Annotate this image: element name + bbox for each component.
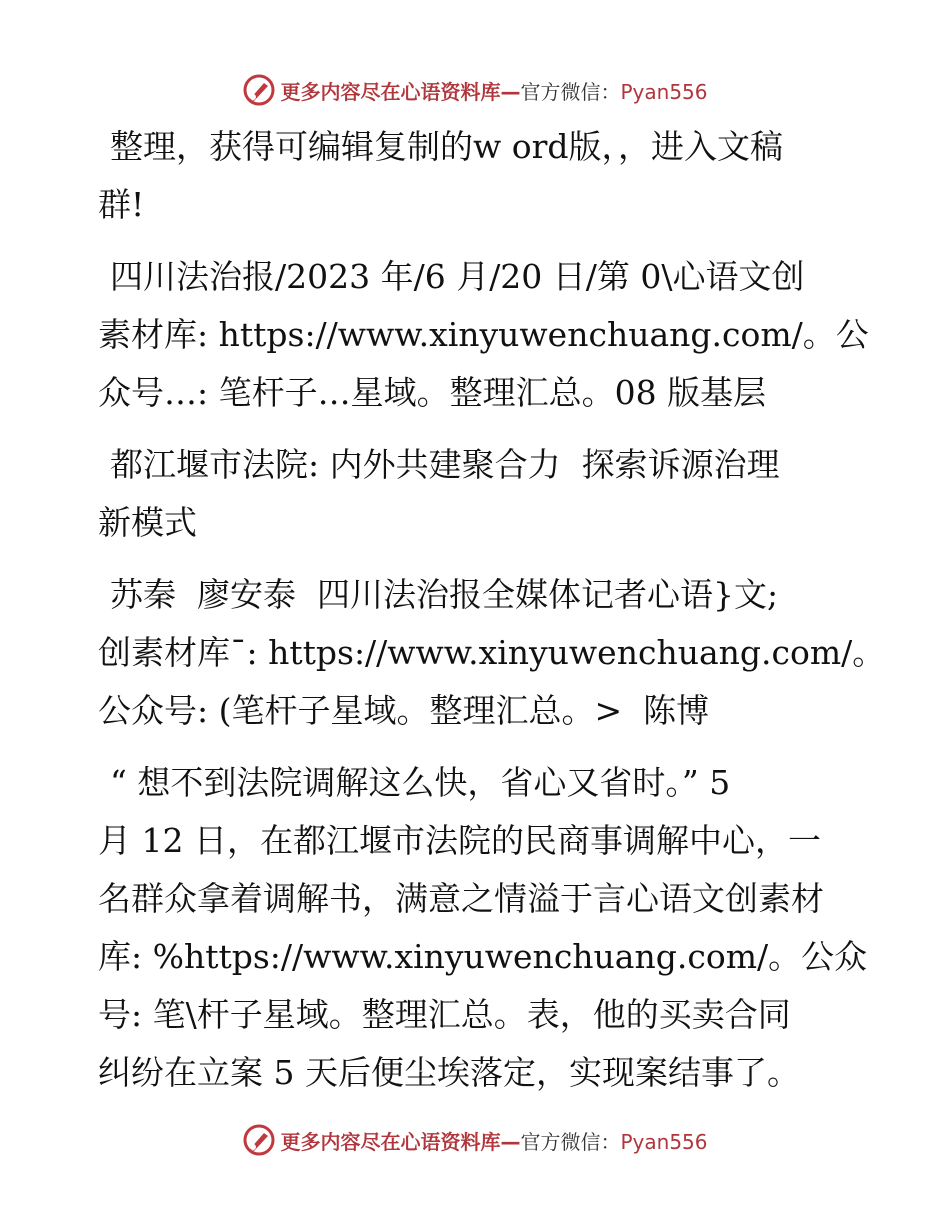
pen-logo-icon bbox=[242, 1123, 276, 1157]
pen-logo-icon bbox=[242, 73, 276, 107]
paragraph bbox=[98, 248, 869, 422]
text-line: 四川法治报/2023 年/6 月/20 日/第 0\心语文创 bbox=[110, 257, 805, 296]
banner-dash: — bbox=[500, 1129, 521, 1154]
text-line: 号: 笔\杆子星域。整理汇总。表，他的买卖合同 bbox=[98, 995, 791, 1034]
text-line: 众号…: 笔杆子…星域。整理汇总。08 版基层 bbox=[98, 373, 767, 412]
banner-dash: — bbox=[500, 79, 521, 104]
banner-slogan: 更多内容尽在心语资料库 bbox=[280, 79, 501, 104]
text-line: 纠纷在立案 5 天后便尘埃落定，实现案结事了。 bbox=[98, 1053, 800, 1092]
text-line: 库: %https://www.xinyuwenchuang.com/。公众 bbox=[98, 937, 868, 976]
text-line: “ 想不到法院调解这么快，省心又省时。” 5 bbox=[110, 763, 731, 802]
text-line: 素材库: https://www.xinyuwenchuang.com/。公 bbox=[98, 315, 869, 354]
text-line: 公众号: (笔杆子星域。整理汇总。> 陈博 bbox=[98, 691, 710, 730]
text-line: 新模式 bbox=[98, 503, 197, 542]
banner-wechat-id: Pyan556 bbox=[620, 79, 708, 104]
text-line: 苏秦 廖安泰 四川法治报全媒体记者心语}文; bbox=[110, 575, 779, 614]
banner-wechat-label: 官方微信： bbox=[520, 79, 621, 104]
text-line: 都江堰市法院: 内外共建聚合力 探索诉源治理 bbox=[110, 445, 780, 484]
banner-text bbox=[280, 76, 707, 105]
text-line: 创素材库¯: https://www.xinyuwenchuang.com/。 bbox=[98, 633, 886, 672]
document-body bbox=[98, 118, 886, 1102]
banner-slogan: 更多内容尽在心语资料库 bbox=[280, 1129, 501, 1154]
paragraph bbox=[98, 436, 858, 552]
paragraph bbox=[98, 566, 886, 740]
paragraph bbox=[98, 754, 868, 1102]
banner-wechat-label: 官方微信： bbox=[520, 1129, 621, 1154]
header-watermark-banner bbox=[0, 70, 950, 110]
text-line: 整理，获得可编辑复制的w ord版，，进入文稿 bbox=[110, 127, 784, 166]
text-line: 群! bbox=[98, 185, 145, 224]
banner-text bbox=[280, 1126, 707, 1155]
text-line: 名群众拿着调解书，满意之情溢于言心语文创素材 bbox=[98, 879, 824, 918]
banner-wechat-id: Pyan556 bbox=[620, 1129, 708, 1154]
paragraph bbox=[98, 118, 858, 234]
footer-watermark-banner bbox=[0, 1120, 950, 1160]
text-line: 月 12 日，在都江堰市法院的民商事调解中心，一 bbox=[98, 821, 821, 860]
